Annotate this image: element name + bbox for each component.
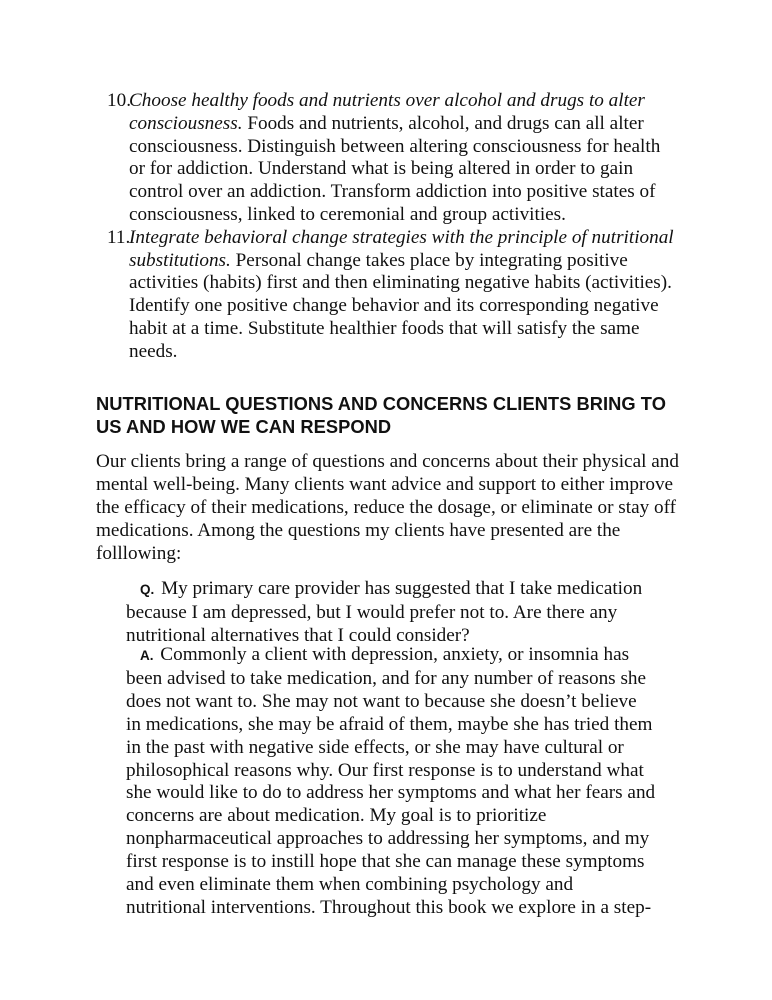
list-item	[0, 90, 674, 227]
list-item-body: Personal change takes place by integrating positive activities (habits) first and then eliminating negative habits (activities). Identify one positive change behavior and its corresponding negative habit at a time. Substitute healthier foods that will satisfy the same needs.	[129, 249, 672, 362]
question-paragraph	[126, 578, 656, 648]
intro-paragraph: Our clients bring a range of questions and concerns about their physical and mental well-being. Many clients want advice and support to either improve the efficacy of their medications, reduce the dosage, or eliminate or stay off medications. Among the questions my clients have presented are the folllowing:	[96, 451, 679, 564]
list-item-lead: Integrate behavioral change strategies with the principle of nutritional substitutions.	[129, 226, 674, 271]
question-tag: Q.	[140, 582, 155, 597]
section-heading: NUTRITIONAL QUESTIONS AND CONCERNS CLIENTS BRING TO US AND HOW WE CAN RESPOND	[96, 393, 666, 437]
answer-paragraph	[126, 644, 656, 920]
answer-text: Commonly a client with depression, anxiety, or insomnia has been advised to take medication, and for any number of reasons she does not want to. She may not want to because she doesn’t believe in medications, she may be afraid of them, maybe she has tried them in the past with negative side effects, or she may have cultural or philosophical reasons why. Our first response is to understand what she would like to do to address her symptoms and what her fears and concerns are about medication. My goal is to prioritize nonpharmaceutical approaches to addressing her symptoms, and my first response is to instill hope that she can manage these symptoms and even eliminate them when combining psychology and nutritional interventions. Throughout this book we explore in a step-	[126, 644, 656, 918]
list-item-number: 10.	[107, 90, 131, 111]
list-item-lead: Choose healthy foods and nutrients over alcohol and drugs to alter consciousness.	[129, 90, 645, 134]
list-item-number: 11.	[107, 226, 131, 248]
numbered-list	[0, 90, 772, 364]
list-item	[0, 227, 674, 364]
question-text: My primary care provider has suggested that I take medication because I am depressed, but I would prefer not to. Are there any nutritional alternatives that I could consider?	[126, 578, 643, 646]
answer-tag: A.	[140, 648, 154, 663]
list-item-body: Foods and nutrients, alcohol, and drugs can all alter consciousness. Distinguish between altering consciousness for health or for addiction. Understand what is being altered in order to gain control over an addiction. Transform addiction into positive states of consciousness, linked to ceremonial and group activities.	[129, 112, 661, 225]
